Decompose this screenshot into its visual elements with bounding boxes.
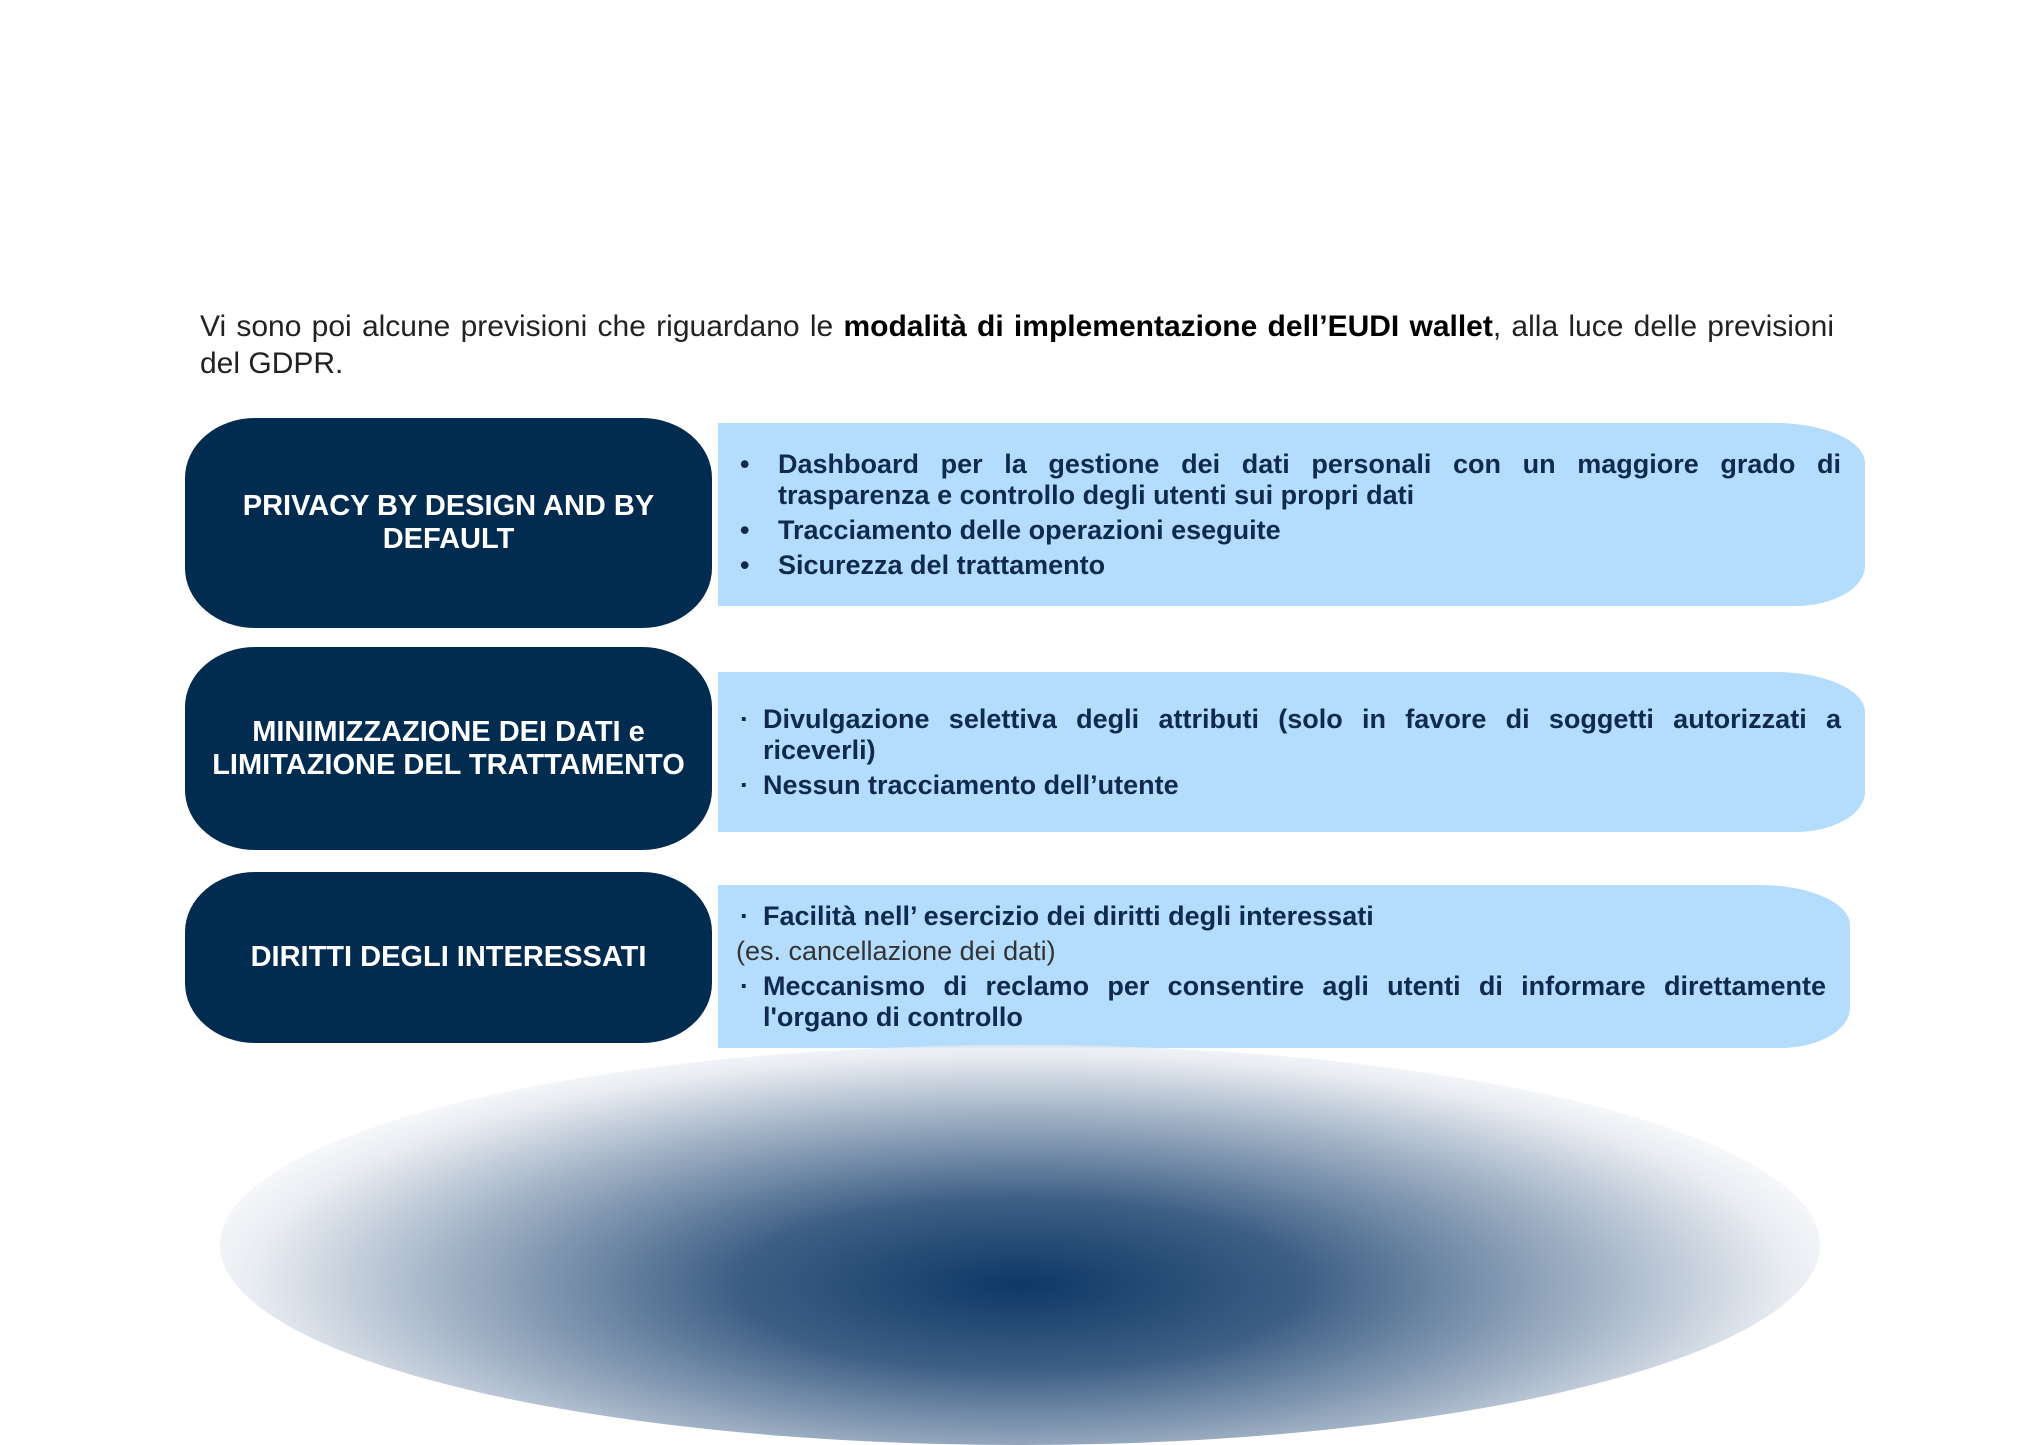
- minimizzazione-list: [718, 672, 1865, 832]
- privacy-by-design-title: PRIVACY BY DESIGN AND BY DEFAULT: [185, 418, 712, 628]
- list-item: • Dashboard per la gestione dei dati personali con un maggiore grado di trasparenza e controllo degli utenti sui propri dati: [728, 449, 1841, 511]
- diritti-list: [718, 885, 1850, 1048]
- bullet-icon: •: [740, 448, 750, 479]
- intro-paragraph: Vi sono poi alcune previsioni che riguardano le modalità di implementazione dell’EUDI wallet, alla luce delle previsioni del GDPR.: [200, 310, 1834, 380]
- intro-bold: modalità di implementazione dell’EUDI wallet: [843, 310, 1493, 343]
- list-note: (es. cancellazione dei dati): [736, 935, 1056, 966]
- bullet-icon: ·: [740, 703, 749, 734]
- list-item: · Meccanismo di reclamo per consentire agli utenti di informare direttamente l'organo di controllo: [728, 971, 1826, 1033]
- bullet-icon: •: [740, 514, 750, 545]
- diritti-title: DIRITTI DEGLI INTERESSATI: [185, 872, 712, 1043]
- list-item: • Tracciamento delle operazioni eseguite: [728, 515, 1841, 546]
- list-item: · Nessun tracciamento dell’utente: [728, 770, 1841, 801]
- bullet-icon: ·: [740, 900, 749, 931]
- minimizzazione-title: MINIMIZZAZIONE DEI DATI e LIMITAZIONE DEL TRATTAMENTO: [185, 647, 712, 850]
- list-item: · Divulgazione selettiva degli attributi (solo in favore di soggetti autorizzati a riceverli): [728, 704, 1841, 766]
- list-item: • Sicurezza del trattamento: [728, 550, 1841, 581]
- privacy-by-design-list: [718, 423, 1865, 606]
- bullet-icon: ·: [740, 970, 749, 1001]
- list-item: · Facilità nell’ esercizio dei diritti degli interessati: [728, 901, 1826, 932]
- bullet-icon: •: [740, 549, 750, 580]
- bullet-icon: ·: [740, 769, 749, 800]
- decorative-glow: [220, 1045, 1820, 1445]
